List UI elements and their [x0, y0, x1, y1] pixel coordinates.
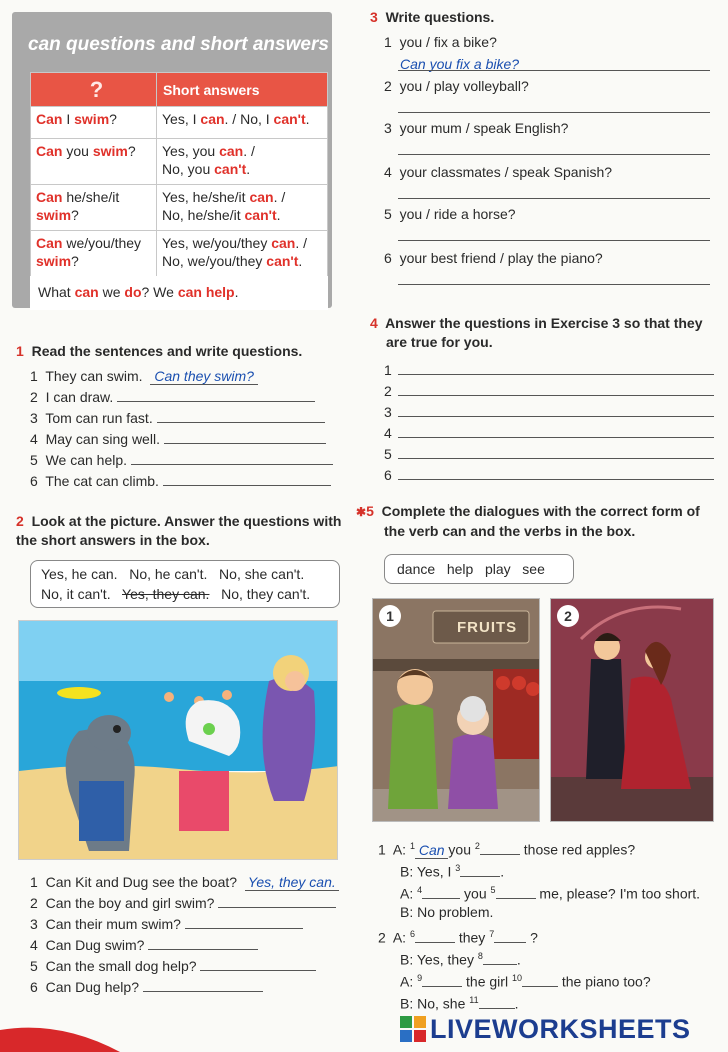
- answer-field[interactable]: [483, 951, 517, 965]
- answer-field[interactable]: [496, 885, 536, 899]
- liveworksheets-logo[interactable]: LIVEWORKSHEETS: [430, 1014, 691, 1044]
- list-item: 5 Can the small dog help?: [30, 956, 360, 977]
- answer-field[interactable]: [398, 240, 710, 241]
- exercise-3: [370, 8, 720, 27]
- picture-number: 2: [557, 605, 579, 627]
- list-item: 2 you / play volleyball?: [384, 78, 529, 94]
- answer-field[interactable]: [185, 915, 303, 929]
- grammar-row: Can I swim? Yes, I can. / No, I can't.: [31, 107, 328, 139]
- exercise-4-title: 4 Answer the questions in Exercise 3 so that they are true for you.: [370, 315, 703, 350]
- answer-field[interactable]: [422, 973, 462, 987]
- list-item: 4: [384, 423, 714, 444]
- star-icon: ✱: [356, 505, 367, 519]
- list-item: 1 you / fix a bike?: [384, 34, 497, 50]
- list-item: 6 your best friend / play the piano?: [384, 250, 603, 266]
- exercise-5-title: ✱5 Complete the dialogues with the correct form of the verb can and the verbs in the box.: [356, 503, 700, 539]
- answer-field[interactable]: [480, 841, 520, 855]
- list-item: 3 Can their mum swim?: [30, 914, 360, 935]
- answer-field[interactable]: [163, 472, 331, 486]
- list-item: 5 We can help.: [30, 450, 350, 471]
- list-item: 4 Can Dug swim?: [30, 935, 360, 956]
- exercise-4-list: [384, 360, 714, 486]
- exercise-1-list: [30, 366, 350, 492]
- answer-field[interactable]: [494, 929, 526, 943]
- list-item: 1: [384, 360, 714, 381]
- answer-field[interactable]: [398, 360, 714, 375]
- answer-field[interactable]: [398, 198, 710, 199]
- list-item: 2: [384, 381, 714, 402]
- answer-field[interactable]: [422, 885, 460, 899]
- grammar-row: Can you swim? Yes, you can. / No, you can't.: [31, 139, 328, 185]
- grammar-table: [30, 72, 328, 277]
- answer-field[interactable]: Can they swim?: [150, 368, 258, 385]
- list-item: 1 Can Kit and Dug see the boat? Yes, they can.: [30, 872, 360, 893]
- list-item: 6: [384, 465, 714, 486]
- grammar-head-answers: Short answers: [157, 73, 328, 107]
- answer-field[interactable]: [200, 957, 316, 971]
- dialogue-1-line-3: A: $^4$ you $^5$ me, please? I'm too short.: [400, 885, 701, 902]
- exercise-2-list: [30, 872, 360, 998]
- list-item: 4 May can sing well.: [30, 429, 350, 450]
- answer-field[interactable]: [460, 863, 500, 877]
- answer-field[interactable]: [398, 381, 714, 396]
- answer-line: [398, 70, 710, 71]
- list-item: 6 Can Dug help?: [30, 977, 360, 998]
- answer-field[interactable]: [131, 451, 333, 465]
- liveworksheets-logo-icon: [400, 1016, 426, 1042]
- market-picture: [372, 598, 540, 822]
- grammar-row: Can we/you/they swim? Yes, we/you/they can. / No, we/you/they can't.: [31, 231, 328, 277]
- answer-field[interactable]: [398, 402, 714, 417]
- exercise-2-word-box: Yes, he can. No, he can't. No, she can't. No, it can't. Yes, they can. No, they can't.: [30, 560, 340, 608]
- answer-field[interactable]: [157, 409, 325, 423]
- exercise-1-title: 1 Read the sentences and write questions.: [16, 343, 303, 359]
- list-item: 3: [384, 402, 714, 423]
- answer-field[interactable]: [117, 388, 315, 402]
- answer-field[interactable]: [164, 430, 326, 444]
- answer-field[interactable]: [522, 973, 558, 987]
- exercise-3-title: 3 Write questions.: [370, 9, 495, 25]
- answer-field[interactable]: [148, 936, 258, 950]
- answer-field[interactable]: [398, 465, 714, 480]
- list-item: 3 your mum / speak English?: [384, 120, 569, 136]
- dialogue-2-line-4: B: No, she $^{11}$ .: [400, 995, 519, 1012]
- answer-field[interactable]: [398, 444, 714, 459]
- answer-field[interactable]: [398, 423, 714, 438]
- list-item: 2 Can the boy and girl swim?: [30, 893, 360, 914]
- dancing-picture: [550, 598, 714, 822]
- dialogue-1-line-4: B: No problem.: [400, 904, 494, 920]
- list-item: 2 I can draw.: [30, 387, 350, 408]
- answer-field[interactable]: Yes, they can.: [245, 874, 339, 891]
- list-item: 4 your classmates / speak Spanish?: [384, 164, 613, 180]
- exercise-1: [16, 342, 346, 361]
- exercise-2: [16, 512, 346, 550]
- dialogue-2-line-3: A: $^9$ the girl $^{10}$ the piano too?: [400, 973, 651, 990]
- fruits-sign: FRUITS: [457, 619, 518, 636]
- dialogue-2-line-1: 2 A: $^6$ they $^7$ ?: [378, 929, 538, 946]
- picture-number: 1: [379, 605, 401, 627]
- list-item: 5 you / ride a horse?: [384, 206, 516, 222]
- beach-picture: [18, 620, 338, 860]
- corner-decoration: [0, 1000, 120, 1052]
- answer-field[interactable]: [218, 894, 336, 908]
- dialogue-1-line-2: B: Yes, I $^3$ .: [400, 863, 505, 880]
- grammar-row: Can he/she/it swim? Yes, he/she/it can. / No, he/she/it can't.: [31, 185, 328, 231]
- list-item: 6 The cat can climb.: [30, 471, 350, 492]
- dialogue-1-line-1: 1 A: $^1$ Can you $^2$ those red apples?: [378, 841, 636, 858]
- dialogue-2-line-2: B: Yes, they $^8$ .: [400, 951, 521, 968]
- answer-field[interactable]: [398, 112, 710, 113]
- answer-field[interactable]: [143, 978, 263, 992]
- list-item: 1 They can swim. Can they swim?: [30, 366, 350, 387]
- grammar-box: [12, 12, 332, 308]
- answer-field[interactable]: [398, 284, 710, 285]
- exercise-5-word-box: dance help play see: [384, 554, 574, 584]
- answer-field[interactable]: [479, 995, 515, 1009]
- list-item: 5: [384, 444, 714, 465]
- grammar-head-question: ?: [31, 73, 157, 107]
- answer-field[interactable]: Can: [414, 841, 449, 858]
- answer-field[interactable]: [415, 929, 455, 943]
- answer-field[interactable]: [398, 154, 710, 155]
- grammar-example: What can we do? We can help.: [30, 276, 328, 310]
- list-item: 3 Tom can run fast.: [30, 408, 350, 429]
- exercise-2-title: 2 Look at the picture. Answer the questions with the short answers in the box.: [16, 513, 342, 548]
- answer-field[interactable]: Can you fix a bike?: [400, 56, 520, 72]
- grammar-title: can questions and short answers: [28, 34, 329, 55]
